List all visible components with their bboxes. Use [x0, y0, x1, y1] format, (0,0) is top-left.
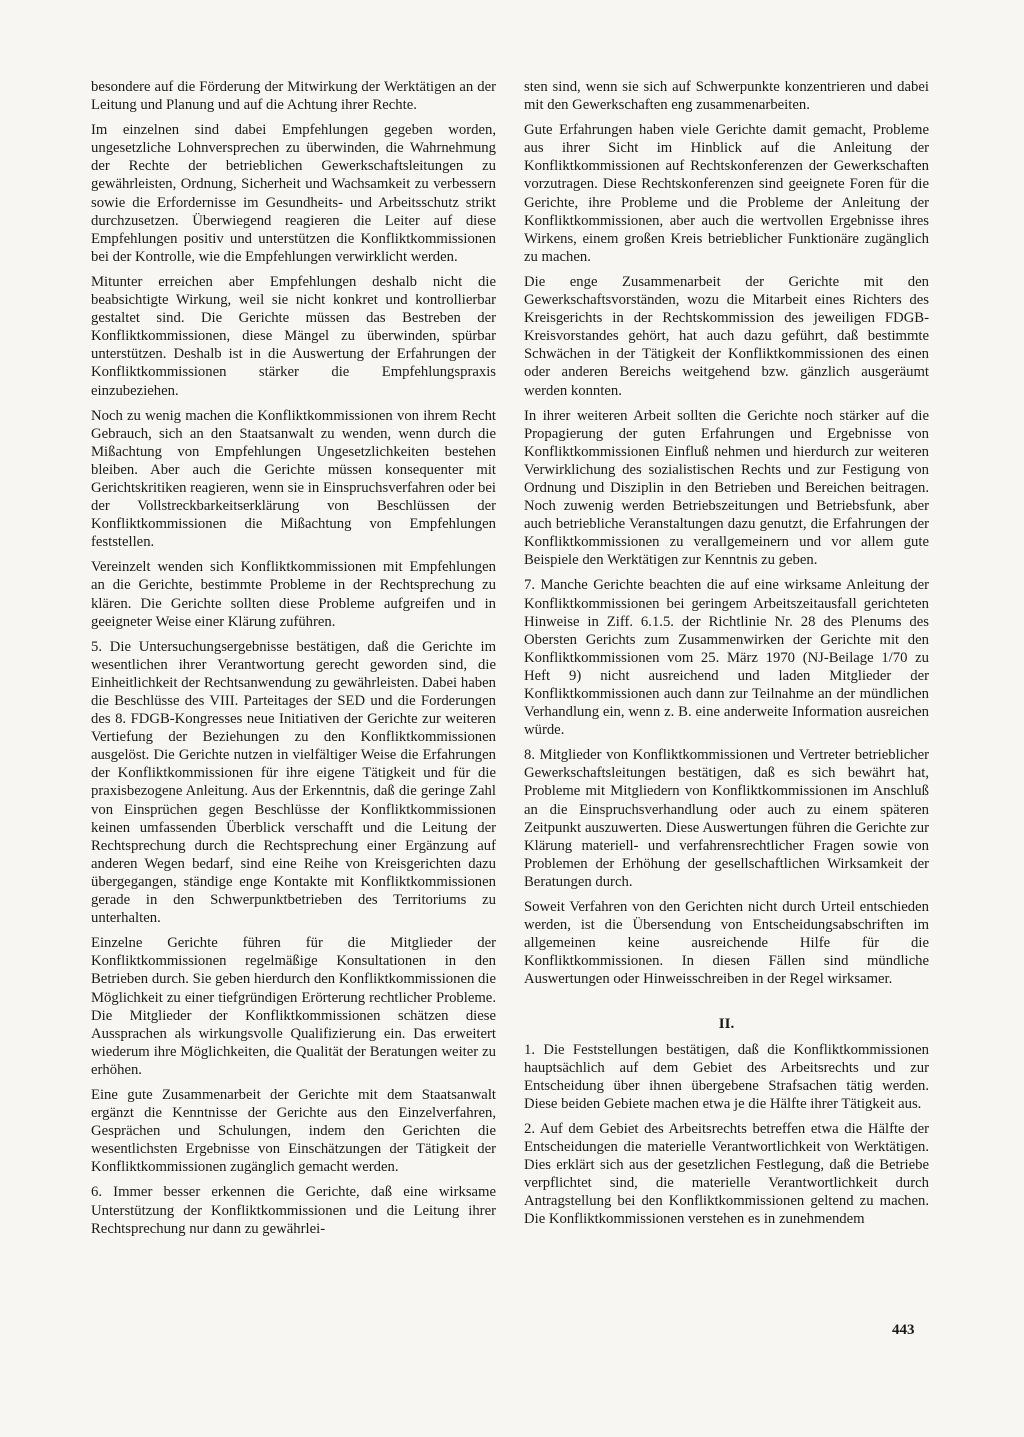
- section-heading: II.: [718, 1015, 735, 1032]
- page-number: 443: [892, 1322, 915, 1338]
- paragraph: Gute Erfahrungen haben viele Gerichte damit gemacht, Probleme aus ihrer Sicht im Hinblick auf die Anleitung der Konfliktkommissionen auf Rechtskonferenzen der Gewerkschaften vorzutragen. Diese Rechtskonferenzen sind geeignete Foren für die Gerichte, ihre Probleme und die Probleme der Anleitung der Konfliktkommissionen, aber auch die wertvollen Ergebnisse ihres Wirkens, einem großen Kreis betrieblicher Funktionäre zugänglich zu machen.: [524, 122, 929, 265]
- paragraph: 5. Die Untersuchungsergebnisse bestätigen, daß die Gerichte im wesentlichen ihrer Verantwortung gerecht geworden sind, die Einheitlichkeit der Rechtsanwendung zu gewährleisten. Dabei haben die Beschlüsse des VIII. Parteitages der SED und die Forderungen des 8. FDGB-Kongresses neue Initiativen der Gerichte zur weiteren Vertiefung der Beziehungen zu den Konfliktkommissionen ausgelöst. Die Gerichte nutzen in vielfältiger Weise die Erfahrungen der Konfliktkommissionen für ihre eigene Tätigkeit und für die praxisbezogene Anleitung. Aus der Erkenntnis, daß die geringe Zahl von Einsprüchen gegen Beschlüsse der Konfliktkommissionen keinen umfassenden Überblick verschafft und die Leitung der Rechtsprechung durch die Rechtsprechung einer Ergänzung auf anderen Wegen bedarf, sind eine Reihe von Kreisgerichten dazu übergegangen, ständige enge Kontakte mit Konfliktkommissionen gerade in den Schwerpunktbetrieben des Territoriums zu unterhalten.: [91, 638, 496, 927]
- paragraph: Mitunter erreichen aber Empfehlungen deshalb nicht die beabsichtigte Wirkung, weil sie nicht konkret und kontrollierbar gestaltet sind. Die Gerichte müssen das Bestreben der Konfliktkommissionen, diese Mängel zu überwinden, spürbar unterstützen. Deshalb ist in die Auswertung der Erfahrungen der Konfliktkommissionen stärker die Empfehlungspraxis einzubeziehen.: [91, 273, 496, 399]
- paragraph: 6. Immer besser erkennen die Gerichte, daß eine wirksame Unterstützung der Konfliktkommissionen und die Leitung ihrer Rechtsprechung nur dann zu gewährlei-: [91, 1184, 496, 1237]
- paragraph: Vereinzelt wenden sich Konfliktkommissionen mit Empfehlungen an die Gerichte, bestimmte Probleme in der Rechtsprechung zu klären. Die Gerichte sollten diese Probleme aufgreifen und in geeigneter Weise einer Klärung zuführen.: [91, 559, 496, 630]
- paragraph: besondere auf die Förderung der Mitwirkung der Werktätigen an der Leitung und Planung und auf die Achtung ihrer Rechte.: [91, 79, 496, 114]
- paragraph: 8. Mitglieder von Konfliktkommissionen und Vertreter betrieblicher Gewerkschaftsleitungen bestätigen, daß es sich bewährt hat, Probleme mit Mitgliedern von Konfliktkommissionen im Anschluß an die Einspruchsverhandlung oder auch zu einem späteren Zeitpunkt auszuwerten. Diese Auswertungen führen die Gerichte zur Klärung materiell- und verfahrensrechtlicher Fragen sowie von Problemen der Erhöhung der gesellschaftlichen Wirksamkeit der Beratungen durch.: [524, 747, 929, 890]
- paragraph: In ihrer weiteren Arbeit sollten die Gerichte noch stärker auf die Propagierung der guten Erfahrungen und Ergebnisse von Konfliktkommissionen Einfluß nehmen und hierdurch zur weiteren Verwirklichung des sozialistischen Rechts und zur Festigung von Ordnung und Disziplin in den Betrieben und Bereichen beitragen. Noch zuwenig werden Betriebszeitungen und Betriebsfunk, aber auch betriebliche Veranstaltungen dazu genutzt, die Erfahrungen der Konfliktkommissionen zu verallgemeinern und vor allem gute Beispiele den Werktätigen zur Kenntnis zu geben.: [524, 407, 929, 569]
- paragraph: Noch zu wenig machen die Konfliktkommissionen von ihrem Recht Gebrauch, sich an den Staatsanwalt zu wenden, wenn durch die Mißachtung von Empfehlungen Ungesetzlichkeiten bestehen bleiben. Aber auch die Gerichte müssen konsequenter mit Gerichtskritiken reagieren, wenn sie in Einspruchsverfahren oder bei der Vollstreckbarkeitserklärung von Beschlüssen der Konfliktkommissionen die Mißachtung von Empfehlungen feststellen.: [91, 407, 496, 551]
- paragraph: 2. Auf dem Gebiet des Arbeitsrechts betreffen etwa die Hälfte der Entscheidungen die materielle Verantwortlichkeit von Werktätigen. Dies erklärt sich aus der gesetzlichen Festlegung, daß die Betriebe verpflichtet sind, die materielle Verantwortlichkeit durch Antragstellung bei den Konfliktkommissionen geltend zu machen. Die Konfliktkommissionen verstehen es in zunehmendem: [524, 1120, 929, 1228]
- paragraph: 1. Die Feststellungen bestätigen, daß die Konfliktkommissionen hauptsächlich auf dem Gebiet des Arbeitsrechts und zur Entscheidung über ihnen übergebene Strafsachen tätig werden. Diese beiden Gebiete machen etwa je die Hälfte ihrer Tätigkeit aus.: [524, 1041, 929, 1112]
- paragraph: Im einzelnen sind dabei Empfehlungen gegeben worden, ungesetzliche Lohnversprechen zu überwinden, die Wahrnehmung der Rechte der betrieblichen Gewerkschaftsleitungen zu gewährleisten, Ordnung, Sicherheit und Wachsamkeit zu verbessern sowie die Erfordernisse im Gesundheits- und Arbeitsschutz strikt durchzusetzen. Überwiegend reagieren die Leiter auf diese Empfehlungen positiv und unterstützen die Konfliktkommissionen bei der Kontrolle, wie die Empfehlungen verwirklicht werden.: [91, 122, 496, 265]
- paragraph: Die enge Zusammenarbeit der Gerichte mit den Gewerkschaftsvorständen, wozu die Mitarbeit eines Richters des Kreisgerichts in der Rechtskommission des jeweiligen FDGB-Kreisvorstandes gehört, hat auch dazu geführt, daß bestimmte Schwächen in der Tätigkeit der Konfliktkommissionen des einen oder anderen Bereichs weitgehend bzw. gänzlich ausgeräumt werden konnten.: [524, 273, 929, 399]
- paragraph: Einzelne Gerichte führen für die Mitglieder der Konfliktkommissionen regelmäßige Konsultationen in den Betrieben durch. Sie geben hierdurch den Konfliktkommissionen die Möglichkeit zu einer tiefgründigen Erörterung rechtlicher Probleme. Die Mitglieder der Konfliktkommissionen schätzen diese Aussprachen als wirkungsvolle Qualifizierung ein. Das erweitert wiederum ihre Möglichkeiten, die Qualität der Beratungen weiter zu erhöhen.: [91, 935, 496, 1078]
- paragraph: sten sind, wenn sie sich auf Schwerpunkte konzentrieren und dabei mit den Gewerkschaften eng zusammenarbeiten.: [524, 79, 929, 114]
- left-column: [91, 78, 496, 1245]
- paragraph: Soweit Verfahren von den Gerichten nicht durch Urteil entschieden werden, ist die Übersendung von Entscheidungsabschriften im allgemeinen keine ausreichende Hilfe für die Konfliktkommissionen. In diesen Fällen sind mündliche Auswertungen oder Hinweisschreiben in der Regel wirksamer.: [524, 899, 929, 988]
- right-column: [524, 78, 929, 1236]
- paragraph: Eine gute Zusammenarbeit der Gerichte mit dem Staatsanwalt ergänzt die Kenntnisse der Gerichte aus den Einzelverfahren, Gesprächen und Schulungen, indem den Gerichten die wesentlichsten Ergebnisse von Einschätzungen der Tätigkeit der Konfliktkommissionen zugänglich gemacht werden.: [91, 1086, 496, 1176]
- paragraph: 7. Manche Gerichte beachten die auf eine wirksame Anleitung der Konfliktkommissionen bei geringem Arbeitszeitausfall gerichteten Hinweise in Ziff. 6.1.5. der Richtlinie Nr. 28 des Plenums des Obersten Gerichts zum Zusammenwirken der Gerichte mit den Konfliktkommissionen vom 25. März 1970 (NJ-Beilage 1/70 zu Heft 9) nicht ausreichend und laden Mitglieder der Konfliktkommissionen auch dann zur Teilnahme an der mündlichen Verhandlung ein, wenn z. B. eine anderweite Information ausreichen würde.: [524, 577, 929, 739]
